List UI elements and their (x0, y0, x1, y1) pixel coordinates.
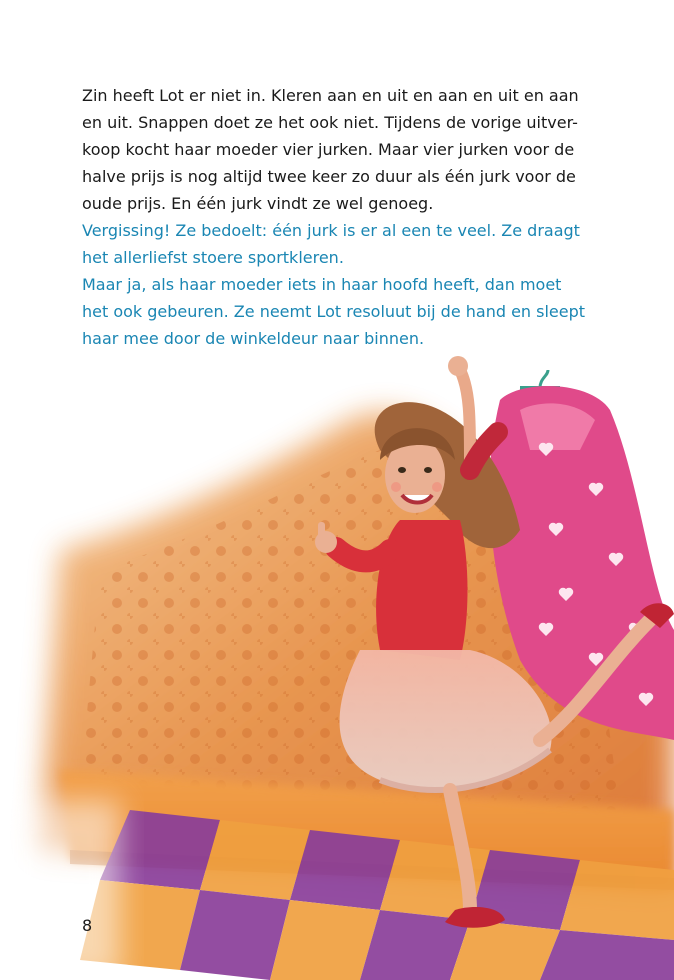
page-number: 8 (82, 916, 93, 935)
text-line: Zin heeft Lot er niet in. Kleren aan en uit en aan en uit en aan (82, 86, 579, 105)
girl-with-dress-illustration (0, 330, 674, 980)
text-line: halve prijs is nog altijd twee keer zo duur als één jurk voor de (82, 167, 576, 186)
text-line: haar mee door de winkeldeur naar binnen. (82, 329, 425, 348)
text-line: het allerliefst stoere sportkleren. (82, 248, 344, 267)
paragraph-blue-1 (82, 217, 602, 271)
text-line: en uit. Snappen doet ze het ook niet. Tijdens de vorige uitver- (82, 113, 578, 132)
text-line: Vergissing! Ze bedoelt: één jurk is er al een te veel. Ze draagt (82, 221, 580, 240)
text-line: het ook gebeuren. Ze neemt Lot resoluut bij de hand en sleept (82, 302, 586, 321)
story-text (82, 82, 602, 352)
text-line: oude prijs. En één jurk vindt ze wel genoeg. (82, 194, 434, 213)
paragraph-black (82, 82, 602, 217)
text-line: Maar ja, als haar moeder iets in haar hoofd heeft, dan moet (82, 275, 562, 294)
text-line: koop kocht haar moeder vier jurken. Maar vier jurken voor de (82, 140, 575, 159)
